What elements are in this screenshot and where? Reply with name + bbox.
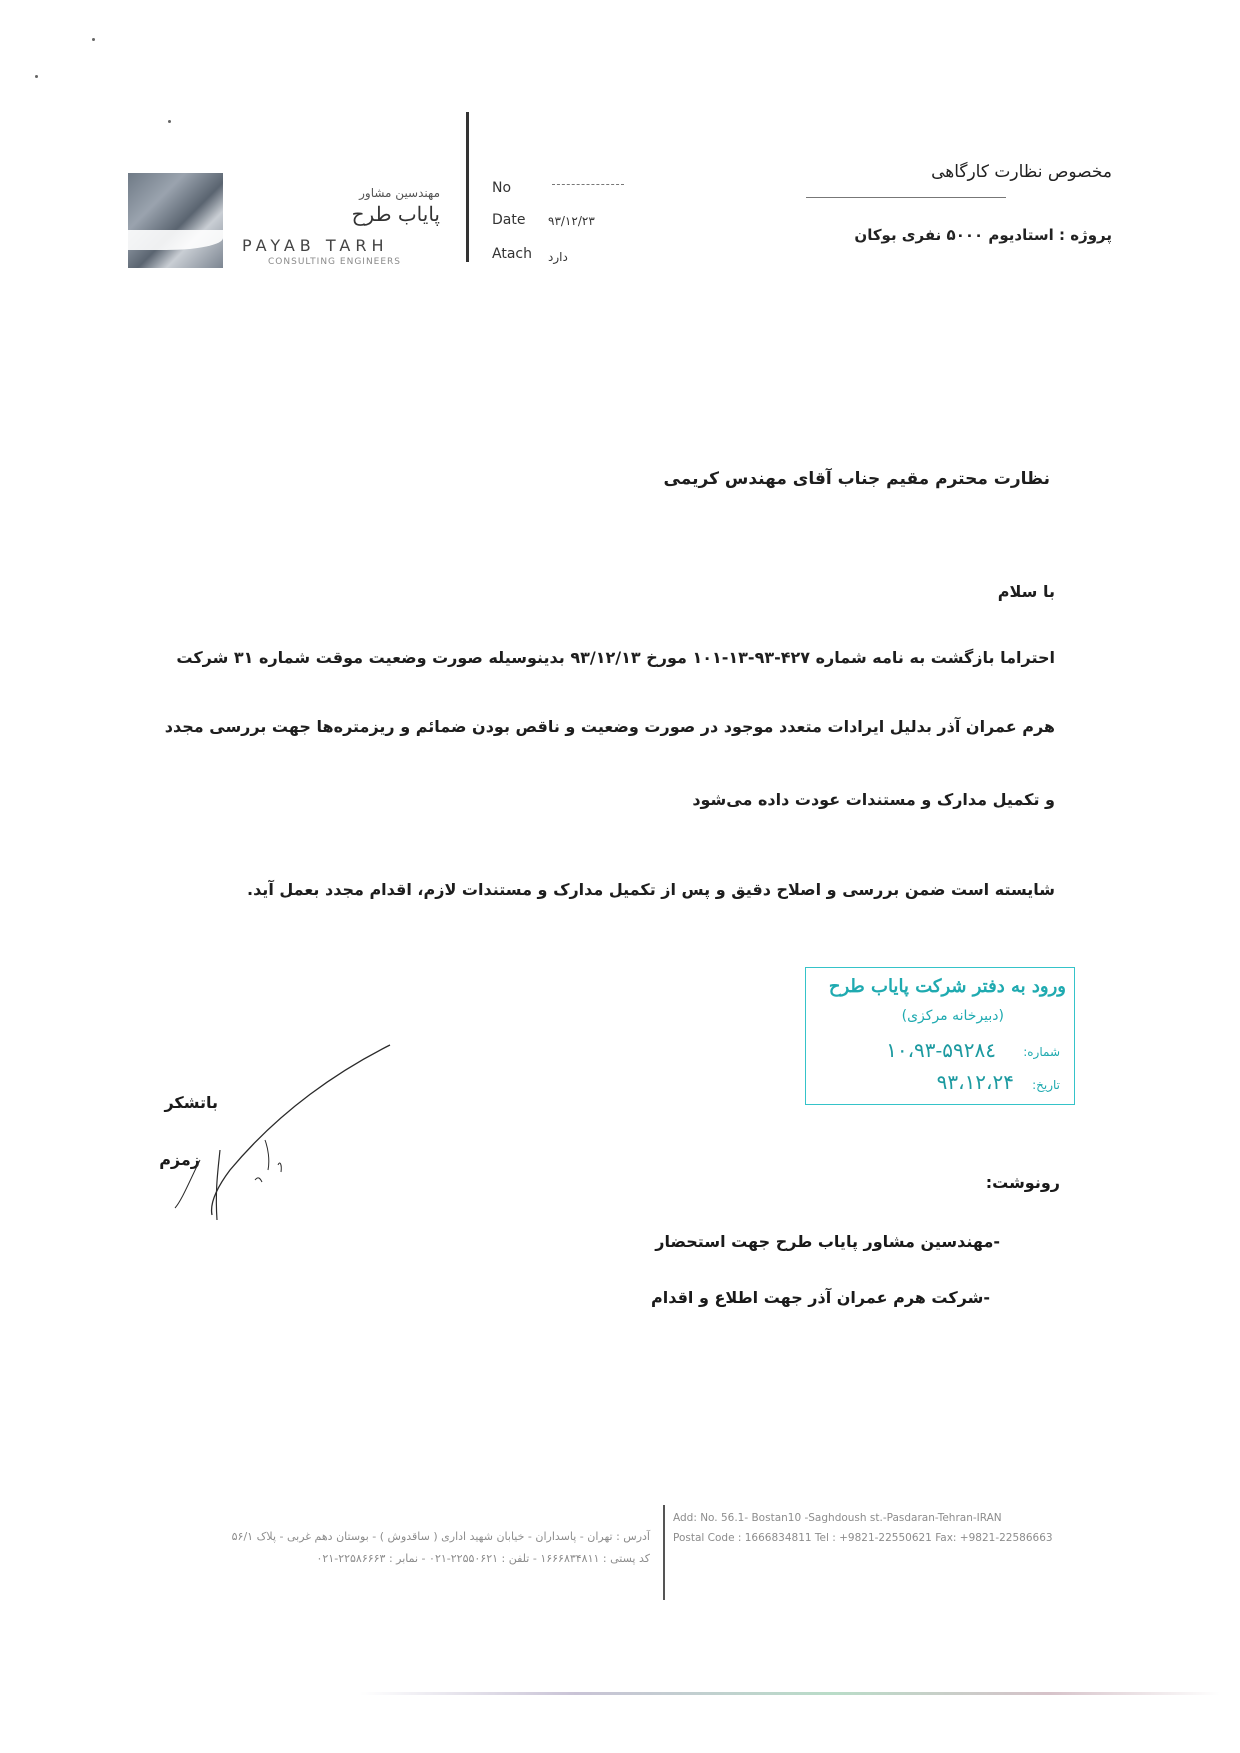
cc-label: رونوشت: [985,1173,1060,1192]
signature-mark [160,1030,410,1230]
paragraph1-line3: و تکمیل مدارک و مستندات عودت داده می‌شود [692,790,1055,809]
header-divider [466,112,469,262]
company-logo-image [128,173,223,268]
scan-speck [92,38,95,41]
footer-divider [663,1505,665,1600]
logo-company-subtitle-en: CONSULTING ENGINEERS [268,257,402,267]
logo-company-name-en: PAYAB TARH [242,236,389,255]
no-label: No [492,180,512,196]
stamp-date-label: تاریخ: [1032,1078,1060,1092]
supervision-underline [806,197,1006,198]
paragraph1-line2: هرم عمران آذر بدلیل ایرادات متعدد موجود در صورت وضعیت و ناقص بودن ضمائم و ریزمتره‌ها جهت بررسی مجدد [164,717,1055,736]
letter-recipient: نظارت محترم مقیم جناب آقای مهندس کریمی [663,469,1050,489]
letter-closing: باتشکر [164,1093,218,1112]
attach-label: Atach [492,246,532,262]
scan-speck [168,120,171,123]
logo-company-type: مهندسین مشاور [359,186,440,200]
receipt-stamp [805,967,1075,1105]
scan-artifact-streak [360,1692,1220,1695]
footer-contact-fa: کد پستی : ۱۶۶۶۸۳۴۸۱۱ - تلفن : ۲۲۵۵۰۶۲۱-۰۲۱ - نمابر : ۲۲۵۸۶۶۶۳-۰۲۱ [316,1552,650,1565]
attach-value: دارد [548,250,568,264]
letter-greeting: با سلام [997,582,1055,601]
stamp-number-value: ۱۰،۹۳-۵۹۲۸٤ [886,1038,996,1062]
paragraph2: شایسته است ضمن بررسی و اصلاح دقیق و پس از تکمیل مدارک و مستندات لازم، اقدام مجدد بعمل آید. [246,880,1055,899]
project-name: پروژه : استادیوم ۵۰۰۰ نفری بوکان [854,226,1112,244]
footer-contact-en: Postal Code : 1666834811 Tel : +9821-22550621 Fax: +9821-22586663 [673,1532,1053,1544]
logo-company-name-fa: پایاب طرح [351,202,440,226]
stamp-date-value: ۹۳،۱۲،۲۴ [936,1070,1014,1094]
footer-address-en: Add: No. 56.1- Bostan10 -Saghdoush st.-Pasdaran-Tehran-IRAN [673,1512,1002,1524]
stamp-number-label: شماره: [1023,1045,1060,1059]
no-value-line [552,184,624,185]
date-value: ۹۳/۱۲/۲۳ [548,214,595,228]
footer-address-fa: آدرس : تهران - پاسداران - خیابان شهید اداری ( ساقدوش ) - بوستان دهم غربی - پلاک ۵۶/۱ [231,1530,650,1543]
letter-sender: زمزم [159,1150,200,1169]
cc-item: -شرکت هرم عمران آذر جهت اطلاع و اقدام [650,1288,990,1307]
cc-item: -مهندسین مشاور پایاب طرح جهت استحضار [655,1232,1000,1251]
stamp-title: ورود به دفتر شرکت پایاب طرح [828,976,1066,997]
stamp-subtitle: (دبیرخانه مرکزی) [901,1008,1004,1024]
scan-speck [35,75,38,78]
date-label: Date [492,212,526,228]
supervision-title: مخصوص نظارت کارگاهی [931,162,1112,182]
paragraph1-line1: احتراما بازگشت به نامه شماره ۴۲۷-۹۳-۱۳-۱۰۱ مورخ ۹۳/۱۲/۱۳ بدینوسیله صورت وضعیت موقت شماره ۳۱ شرکت [176,648,1055,667]
